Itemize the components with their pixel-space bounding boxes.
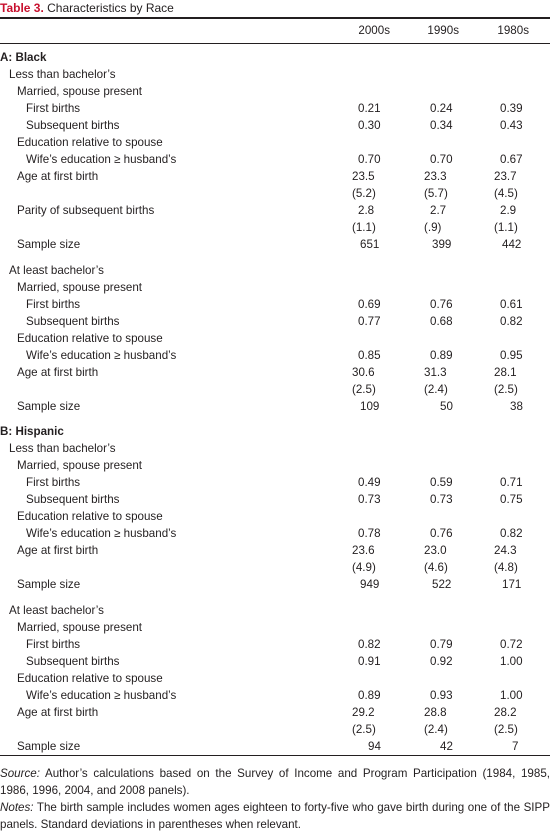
table-row	[0, 330, 550, 347]
cell-1980s: (1.1)	[494, 221, 518, 234]
section-row	[0, 423, 550, 440]
table-number: Table 3.	[0, 1, 44, 15]
table-row	[0, 296, 550, 313]
cell-1980s: 0.72	[500, 637, 523, 651]
cell-1990s: 0.70	[430, 153, 453, 166]
table-row	[0, 457, 550, 474]
table-row	[0, 576, 550, 593]
cell-1980s: 23.7	[494, 170, 517, 183]
cell-1980s: 7	[512, 739, 519, 753]
row-label: Subsequent births	[26, 493, 120, 506]
cell-1990s: 23.0	[424, 544, 447, 557]
cell-1990s: 50	[440, 399, 453, 413]
row-label: Sample size	[17, 238, 81, 251]
cell-2000s: 0.73	[358, 493, 381, 506]
row-label: Married, spouse present	[17, 620, 143, 634]
cell-1990s: 28.8	[424, 705, 447, 719]
cell-1980s: 0.43	[500, 119, 523, 132]
cell-1990s: 2.7	[430, 204, 447, 217]
table-row	[0, 185, 550, 202]
cell-1980s: 0.39	[500, 102, 523, 115]
cell-2000s: 0.82	[358, 637, 381, 651]
row-label: First births	[26, 476, 81, 489]
cell-2000s: 30.6	[352, 365, 375, 379]
cell-2000s: 2.8	[358, 204, 375, 217]
top-rule	[0, 17, 550, 19]
cell-1980s: (4.8)	[494, 561, 518, 574]
table-row	[0, 83, 550, 100]
cell-2000s: 0.49	[358, 476, 381, 489]
table-row	[0, 491, 550, 508]
cell-2000s: 0.91	[358, 654, 381, 668]
cell-2000s: 0.30	[358, 119, 381, 132]
cell-2000s: 651	[360, 238, 380, 251]
row-label: Wife’s education ≥ husband’s	[26, 527, 177, 540]
header-rule	[0, 43, 550, 44]
cell-2000s: 0.89	[358, 688, 381, 702]
table-row	[0, 151, 550, 168]
row-label: Less than bachelor’s	[9, 68, 116, 81]
row-label: At least bachelor’s	[9, 603, 104, 617]
table-row	[0, 202, 550, 219]
cell-2000s: 94	[368, 739, 381, 753]
row-label: Education relative to spouse	[17, 136, 163, 149]
cell-1980s: (2.5)	[494, 382, 518, 396]
row-label: Age at first birth	[17, 365, 99, 379]
cell-1980s: 1.00	[500, 654, 523, 668]
cell-1990s: 0.24	[430, 102, 453, 115]
cell-1990s: (2.4)	[424, 722, 448, 736]
row-label: Subsequent births	[26, 314, 120, 328]
row-label: Subsequent births	[26, 654, 120, 668]
cell-2000s: 0.77	[358, 314, 381, 328]
cell-2000s: (5.2)	[352, 187, 376, 200]
table-row	[0, 168, 550, 185]
cell-2000s: 0.21	[358, 102, 381, 115]
cell-1980s: 0.67	[500, 153, 523, 166]
row-label: Age at first birth	[17, 705, 99, 719]
table-body	[0, 49, 550, 755]
table-row	[0, 100, 550, 117]
row-label: Sample size	[17, 399, 81, 413]
cell-1990s: 399	[432, 238, 452, 251]
row-label: Sample size	[17, 578, 81, 591]
row-label: Education relative to spouse	[17, 331, 163, 345]
source-text: Author’s calculations based on the Survey of Income and Program Participation (1984, 1985, 1986, 1996, 2004, and 2008 panels).	[0, 767, 550, 797]
cell-2000s: (2.5)	[352, 722, 376, 736]
table-title	[0, 0, 174, 16]
cell-1990s: (.9)	[424, 221, 442, 234]
table-row	[0, 381, 550, 398]
table-row	[0, 687, 550, 704]
cell-1990s: 42	[440, 739, 453, 753]
cell-1990s: 0.59	[430, 476, 453, 489]
cell-2000s: 0.70	[358, 153, 381, 166]
row-spacer	[0, 593, 550, 602]
cell-2000s: 23.6	[352, 544, 375, 557]
table-row	[0, 117, 550, 134]
section-row	[0, 49, 550, 66]
cell-1990s: 0.76	[430, 527, 453, 540]
table-row	[0, 636, 550, 653]
cell-1980s: 0.82	[500, 314, 523, 328]
notes-note	[0, 799, 550, 833]
cell-1990s: 0.89	[430, 348, 453, 362]
cell-2000s: 0.85	[358, 348, 381, 362]
table-row	[0, 602, 550, 619]
column-header-1990s: 1990s	[427, 24, 459, 37]
table-row	[0, 525, 550, 542]
column-header-2000s: 2000s	[358, 24, 390, 37]
table-row	[0, 134, 550, 151]
row-label: Married, spouse present	[17, 85, 143, 98]
cell-2000s: 0.78	[358, 527, 381, 540]
cell-2000s: 949	[360, 578, 380, 591]
table-row	[0, 66, 550, 83]
column-header-1980s: 1980s	[497, 24, 529, 37]
row-label: Age at first birth	[17, 544, 99, 557]
row-label: Parity of subsequent births	[17, 204, 155, 217]
cell-1990s: 0.34	[430, 119, 453, 132]
table-row	[0, 313, 550, 330]
cell-1980s: 28.1	[494, 365, 517, 379]
cell-2000s: (4.9)	[352, 561, 376, 574]
row-spacer	[0, 415, 550, 424]
cell-1990s: 0.93	[430, 688, 453, 702]
table-row	[0, 738, 550, 755]
row-label: Married, spouse present	[17, 280, 143, 294]
table-row	[0, 619, 550, 636]
table-row	[0, 670, 550, 687]
table-row	[0, 704, 550, 721]
row-label: First births	[26, 102, 81, 115]
cell-1990s: 23.3	[424, 170, 447, 183]
cell-1980s: 38	[510, 399, 523, 413]
cell-2000s: 23.5	[352, 170, 375, 183]
row-label: Less than bachelor’s	[9, 442, 116, 455]
table-row	[0, 542, 550, 559]
table-row	[0, 219, 550, 236]
row-label: Subsequent births	[26, 119, 120, 132]
cell-1990s: 0.79	[430, 637, 453, 651]
cell-1980s: 0.82	[500, 527, 523, 540]
row-label: Wife’s education ≥ husband’s	[26, 153, 177, 166]
table-row	[0, 721, 550, 738]
row-label: At least bachelor’s	[9, 263, 104, 277]
table-row	[0, 559, 550, 576]
source-label: Source:	[0, 767, 40, 780]
table-row	[0, 653, 550, 670]
row-label: Sample size	[17, 739, 81, 753]
row-label: Education relative to spouse	[17, 510, 163, 523]
cell-1980s: 1.00	[500, 688, 523, 702]
cell-1990s: 522	[432, 578, 452, 591]
table-row	[0, 440, 550, 457]
cell-2000s: 0.69	[358, 297, 381, 311]
table-row	[0, 347, 550, 364]
notes-label: Notes:	[0, 801, 34, 814]
row-label: Wife’s education ≥ husband’s	[26, 348, 177, 362]
cell-1980s: (4.5)	[494, 187, 518, 200]
cell-1990s: 0.76	[430, 297, 453, 311]
cell-1990s: (5.7)	[424, 187, 448, 200]
source-note	[0, 765, 550, 799]
cell-1980s: 442	[502, 238, 522, 251]
table-row	[0, 364, 550, 381]
table-row	[0, 279, 550, 296]
cell-1980s: 171	[502, 578, 522, 591]
table-row	[0, 508, 550, 525]
table-row	[0, 262, 550, 279]
cell-2000s: 29.2	[352, 705, 375, 719]
cell-2000s: (1.1)	[352, 221, 376, 234]
row-label: Age at first birth	[17, 170, 99, 183]
bottom-rule	[0, 755, 550, 756]
section-label: B: Hispanic	[0, 425, 64, 438]
cell-1980s: (2.5)	[494, 722, 518, 736]
row-label: Education relative to spouse	[17, 671, 163, 685]
cell-1980s: 0.95	[500, 348, 523, 362]
cell-1990s: 0.92	[430, 654, 453, 668]
table-row	[0, 474, 550, 491]
cell-1980s: 24.3	[494, 544, 517, 557]
section-label: A: Black	[0, 51, 47, 64]
row-label: Married, spouse present	[17, 459, 143, 472]
row-label: Wife’s education ≥ husband’s	[26, 688, 177, 702]
table-caption: Characteristics by Race	[47, 1, 174, 15]
row-label: First births	[26, 297, 81, 311]
cell-1980s: 0.71	[500, 476, 523, 489]
notes-text: The birth sample includes women ages eighteen to forty-five who gave birth during one of the SIPP panels. Standard deviations in parentheses when relevant.	[0, 801, 550, 831]
cell-1990s: 31.3	[424, 365, 447, 379]
cell-1980s: 28.2	[494, 705, 517, 719]
cell-1980s: 0.75	[500, 493, 523, 506]
cell-1990s: (4.6)	[424, 561, 448, 574]
cell-2000s: (2.5)	[352, 382, 376, 396]
row-spacer	[0, 253, 550, 262]
cell-1990s: 0.68	[430, 314, 453, 328]
table-row	[0, 236, 550, 253]
cell-1990s: 0.73	[430, 493, 453, 506]
table-row	[0, 398, 550, 415]
row-label: First births	[26, 637, 81, 651]
cell-1980s: 2.9	[500, 204, 517, 217]
cell-2000s: 109	[360, 399, 380, 413]
cell-1980s: 0.61	[500, 297, 523, 311]
cell-1990s: (2.4)	[424, 382, 448, 396]
